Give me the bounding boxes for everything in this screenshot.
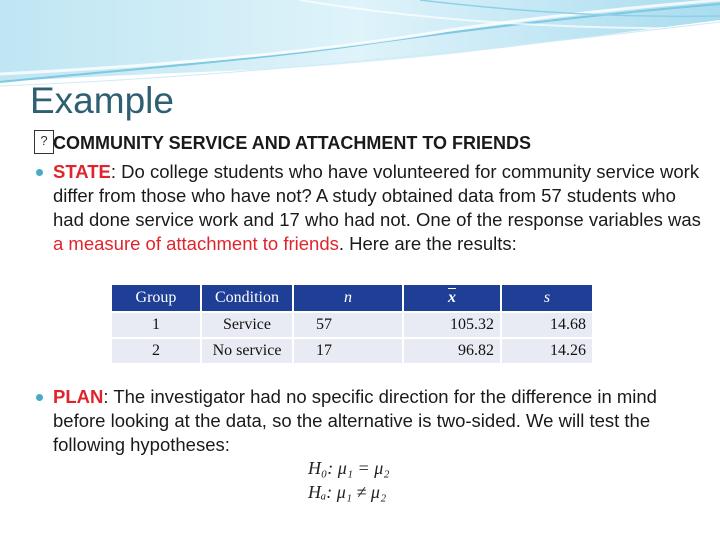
- state-paragraph: [53, 160, 703, 256]
- cell-n: 17: [294, 339, 402, 363]
- null-hypothesis: H₀: μ₁ = μ₂: [308, 458, 390, 478]
- plan-label: PLAN: [53, 386, 104, 407]
- results-table: [110, 283, 594, 365]
- cell-group: 1: [112, 313, 200, 337]
- missing-glyph-icon: ?: [34, 130, 54, 154]
- plan-text: : The investigator had no specific direction for the difference in mind before looking at the data, so the alternative is two-sided. We will test the following hypotheses:: [53, 386, 657, 455]
- plan-paragraph: [53, 385, 703, 457]
- cell-s: 14.68: [502, 313, 592, 337]
- state-highlight: a measure of attachment to friends: [53, 233, 339, 254]
- bullet-dot-icon: [36, 394, 43, 401]
- cell-s: 14.26: [502, 339, 592, 363]
- state-label: STATE: [53, 161, 111, 182]
- cell-condition: No service: [202, 339, 292, 363]
- state-text-2: . Here are the results:: [338, 233, 517, 254]
- header-xbar: $\overline{x}$: [404, 285, 500, 311]
- header-s: s: [502, 285, 592, 311]
- header-banner: [0, 0, 720, 90]
- header-n: n: [294, 285, 402, 311]
- table-row: [112, 313, 592, 337]
- state-text-1: : Do college students who have volunteered for community service work differ from those who have not? A study obtained data from 57 students who had done service work and 17 who had not. One of the response variables was: [53, 161, 701, 230]
- cell-group: 2: [112, 339, 200, 363]
- alternative-hypothesis: Hₐ: μ₁ ≠ μ₂: [308, 482, 387, 502]
- table-row: [112, 339, 592, 363]
- header-group: Group: [112, 285, 200, 311]
- cell-n: 57: [294, 313, 402, 337]
- table-header-row: [112, 285, 592, 311]
- cell-xbar: 105.32: [404, 313, 500, 337]
- header-condition: Condition: [202, 285, 292, 311]
- cell-condition: Service: [202, 313, 292, 337]
- slide-title: Example: [30, 80, 174, 121]
- slide-heading: COMMUNITY SERVICE AND ATTACHMENT TO FRIENDS: [53, 133, 532, 153]
- bullet-dot-icon: [36, 169, 43, 176]
- cell-xbar: 96.82: [404, 339, 500, 363]
